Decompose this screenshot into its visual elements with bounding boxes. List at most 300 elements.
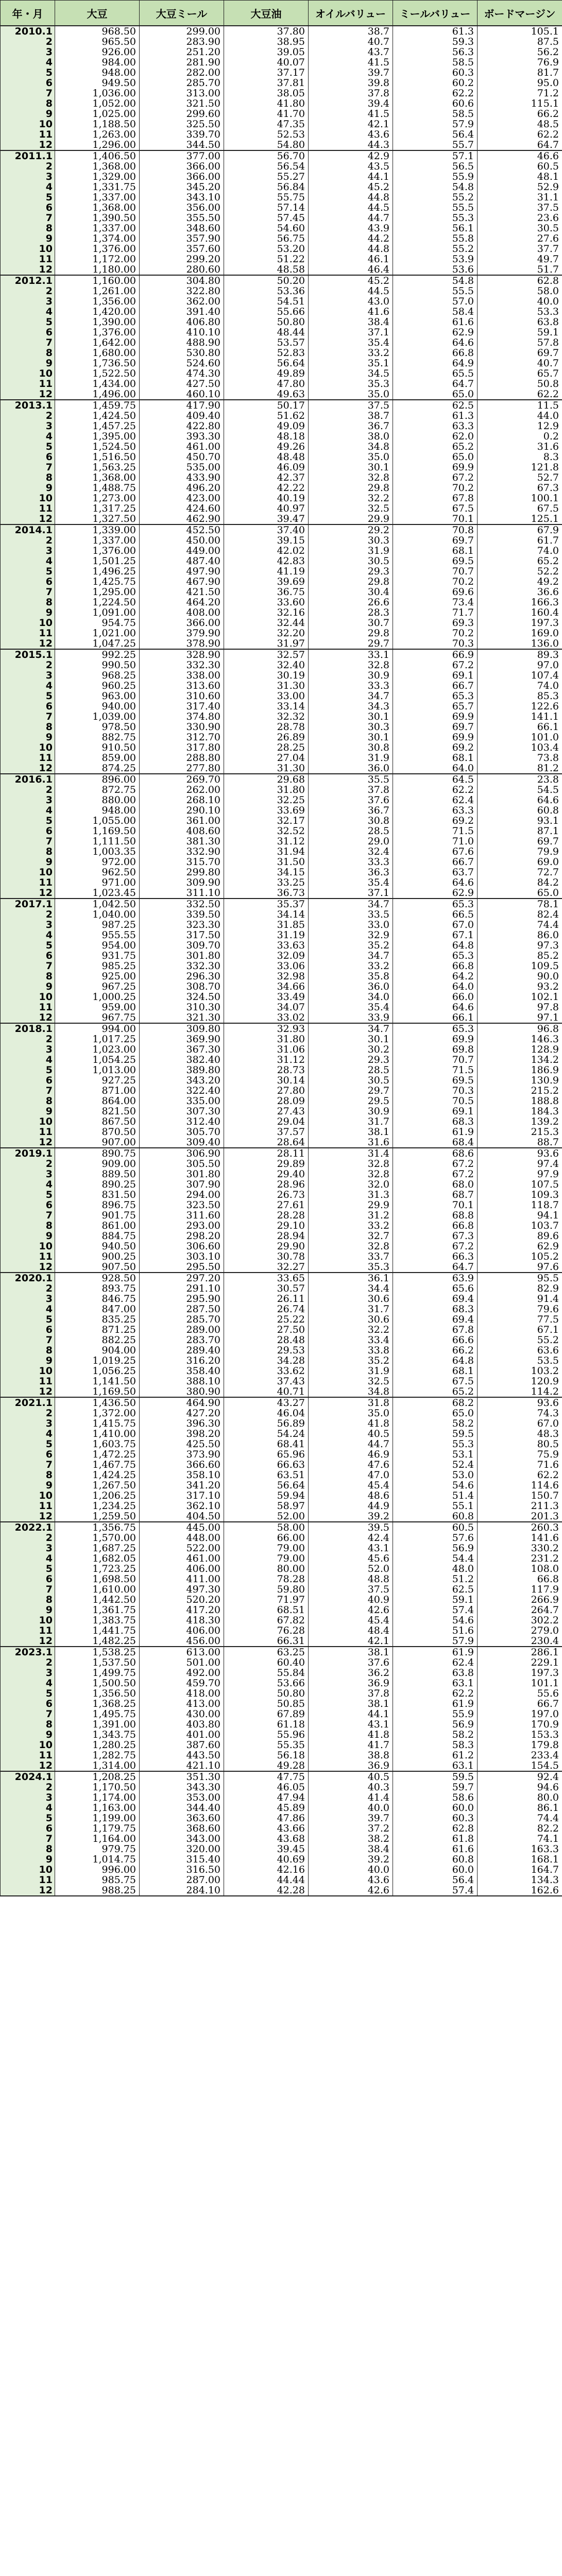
- soybean-meal-cell: 299.60: [140, 109, 224, 119]
- soybean-oil-cell: 36.73: [224, 888, 309, 899]
- board-margin-cell: 48.1: [478, 172, 562, 182]
- oil-value-cell: 34.7: [309, 1023, 393, 1034]
- soybean-meal-cell: 448.00: [140, 1533, 224, 1543]
- soybean-oil-cell: 58.00: [224, 1522, 309, 1533]
- table-row: [1, 140, 562, 150]
- soybean-meal-cell: 317.50: [140, 930, 224, 940]
- period-cell: 10: [1, 992, 55, 1002]
- period-cell: 3: [1, 670, 55, 681]
- soybean-cell: 1,111.50: [55, 836, 140, 846]
- period-cell: 5: [1, 940, 55, 951]
- soybean-meal-cell: 417.20: [140, 1605, 224, 1615]
- meal-value-cell: 69.4: [393, 1294, 478, 1304]
- table-row: [1, 1844, 562, 1854]
- soybean-cell: 1,390.50: [55, 213, 140, 223]
- meal-value-cell: 59.7: [393, 1782, 478, 1792]
- period-cell: 4: [1, 1429, 55, 1439]
- soybean-oil-cell: 33.69: [224, 805, 309, 816]
- oil-value-cell: 42.4: [309, 1533, 393, 1543]
- oil-value-cell: 48.8: [309, 1574, 393, 1584]
- soybean-oil-cell: 39.05: [224, 47, 309, 57]
- header-oil-value: オイルバリュー: [309, 1, 393, 26]
- oil-value-cell: 40.9: [309, 1595, 393, 1605]
- oil-value-cell: 40.0: [309, 1803, 393, 1813]
- table-row: [1, 867, 562, 877]
- meal-value-cell: 55.8: [393, 233, 478, 244]
- period-cell: 9: [1, 981, 55, 992]
- soybean-oil-cell: 47.80: [224, 379, 309, 389]
- oil-value-cell: 33.0: [309, 920, 393, 930]
- soybean-cell: 1,441.75: [55, 1625, 140, 1636]
- soybean-oil-cell: 56.70: [224, 150, 309, 161]
- oil-value-cell: 45.2: [309, 182, 393, 192]
- meal-value-cell: 55.7: [393, 140, 478, 150]
- board-margin-cell: 134.2: [478, 1055, 562, 1065]
- period-cell: 7: [1, 711, 55, 722]
- table-row: [1, 307, 562, 317]
- table-row: [1, 1283, 562, 1294]
- period-cell: 7: [1, 1584, 55, 1595]
- period-cell: 2: [1, 660, 55, 670]
- board-margin-cell: 153.3: [478, 1730, 562, 1740]
- board-margin-cell: 233.4: [478, 1750, 562, 1760]
- board-margin-cell: 66.1: [478, 722, 562, 732]
- meal-value-cell: 54.6: [393, 1480, 478, 1490]
- period-cell: 2015.1: [1, 649, 55, 660]
- soybean-oil-cell: 38.05: [224, 88, 309, 98]
- oil-value-cell: 36.7: [309, 805, 393, 816]
- meal-value-cell: 67.2: [393, 472, 478, 483]
- oil-value-cell: 35.8: [309, 971, 393, 981]
- soybean-cell: 890.25: [55, 1179, 140, 1190]
- soybean-meal-cell: 362.00: [140, 296, 224, 307]
- oil-value-cell: 43.7: [309, 47, 393, 57]
- oil-value-cell: 35.0: [309, 389, 393, 400]
- period-cell: 12: [1, 638, 55, 649]
- soybean-meal-cell: 404.50: [140, 1511, 224, 1522]
- oil-value-cell: 32.2: [309, 1325, 393, 1335]
- period-cell: 9: [1, 857, 55, 867]
- soybean-meal-cell: 467.90: [140, 577, 224, 587]
- soybean-cell: 1,296.00: [55, 140, 140, 150]
- meal-value-cell: 64.2: [393, 971, 478, 981]
- oil-value-cell: 44.2: [309, 233, 393, 244]
- soybean-oil-cell: 51.62: [224, 411, 309, 421]
- soybean-oil-cell: 52.83: [224, 348, 309, 358]
- soybean-cell: 1,337.00: [55, 192, 140, 202]
- table-row: [1, 1885, 562, 1896]
- soybean-meal-cell: 280.60: [140, 264, 224, 275]
- meal-value-cell: 66.9: [393, 649, 478, 660]
- oil-value-cell: 41.5: [309, 57, 393, 67]
- meal-value-cell: 66.5: [393, 909, 478, 920]
- period-cell: 3: [1, 421, 55, 431]
- meal-value-cell: 60.3: [393, 67, 478, 78]
- board-margin-cell: 91.4: [478, 1294, 562, 1304]
- soybean-meal-cell: 459.70: [140, 1678, 224, 1688]
- soybean-meal-cell: 325.50: [140, 119, 224, 129]
- period-cell: 4: [1, 1678, 55, 1688]
- period-cell: 10: [1, 368, 55, 379]
- table-row: [1, 722, 562, 732]
- soybean-oil-cell: 33.06: [224, 961, 309, 971]
- period-cell: 2023.1: [1, 1647, 55, 1657]
- period-cell: 2010.1: [1, 26, 55, 37]
- soybean-meal-cell: 330.90: [140, 722, 224, 732]
- soybean-oil-cell: 37.17: [224, 67, 309, 78]
- soybean-meal-cell: 357.60: [140, 244, 224, 254]
- meal-value-cell: 51.6: [393, 1625, 478, 1636]
- oil-value-cell: 32.5: [309, 1376, 393, 1386]
- oil-value-cell: 40.7: [309, 37, 393, 47]
- oil-value-cell: 38.2: [309, 1834, 393, 1844]
- soybean-oil-cell: 31.94: [224, 846, 309, 857]
- soybean-meal-cell: 613.00: [140, 1647, 224, 1657]
- oil-value-cell: 33.8: [309, 1345, 393, 1355]
- soybean-meal-cell: 367.30: [140, 1044, 224, 1055]
- soybean-meal-cell: 307.90: [140, 1179, 224, 1190]
- table-row: [1, 732, 562, 742]
- period-cell: 3: [1, 546, 55, 556]
- period-cell: 8: [1, 597, 55, 607]
- oil-value-cell: 38.0: [309, 431, 393, 442]
- soybean-cell: 1,420.00: [55, 307, 140, 317]
- soybean-meal-cell: 315.40: [140, 1854, 224, 1865]
- period-cell: 12: [1, 1012, 55, 1023]
- oil-value-cell: 33.1: [309, 649, 393, 660]
- meal-value-cell: 70.7: [393, 566, 478, 577]
- period-cell: 6: [1, 1823, 55, 1834]
- table-row: [1, 286, 562, 296]
- soybean-meal-cell: 368.60: [140, 1823, 224, 1834]
- soybean-cell: 893.75: [55, 1283, 140, 1294]
- soybean-meal-cell: 323.30: [140, 920, 224, 930]
- period-cell: 10: [1, 1116, 55, 1127]
- meal-value-cell: 65.3: [393, 1023, 478, 1034]
- soybean-meal-cell: 313.00: [140, 88, 224, 98]
- oil-value-cell: 33.3: [309, 857, 393, 867]
- meal-value-cell: 57.9: [393, 1636, 478, 1647]
- table-row: [1, 411, 562, 421]
- soybean-cell: 990.50: [55, 660, 140, 670]
- soybean-meal-cell: 401.00: [140, 1730, 224, 1740]
- period-cell: 11: [1, 1002, 55, 1012]
- soybean-meal-cell: 382.40: [140, 1055, 224, 1065]
- board-margin-cell: 107.4: [478, 670, 562, 681]
- oil-value-cell: 30.6: [309, 1294, 393, 1304]
- board-margin-cell: 164.7: [478, 1865, 562, 1875]
- soybean-oil-cell: 48.44: [224, 327, 309, 337]
- soybean-meal-cell: 388.10: [140, 1376, 224, 1386]
- soybean-oil-cell: 28.28: [224, 1210, 309, 1221]
- board-margin-cell: 97.9: [478, 1169, 562, 1179]
- soybean-oil-cell: 39.45: [224, 1844, 309, 1854]
- oil-value-cell: 33.3: [309, 681, 393, 691]
- board-margin-cell: 31.6: [478, 442, 562, 452]
- oil-value-cell: 37.2: [309, 1823, 393, 1834]
- period-cell: 8: [1, 1470, 55, 1480]
- board-margin-cell: 81.7: [478, 67, 562, 78]
- soybean-cell: 1,014.75: [55, 1854, 140, 1865]
- period-cell: 6: [1, 1449, 55, 1460]
- meal-value-cell: 68.7: [393, 1190, 478, 1200]
- meal-value-cell: 58.2: [393, 1418, 478, 1429]
- period-cell: 7: [1, 1335, 55, 1345]
- board-margin-cell: 82.9: [478, 1283, 562, 1294]
- meal-value-cell: 66.2: [393, 1345, 478, 1355]
- board-margin-cell: 23.6: [478, 213, 562, 223]
- period-cell: 9: [1, 233, 55, 244]
- table-row: [1, 1636, 562, 1647]
- soybean-meal-cell: 377.00: [140, 150, 224, 161]
- soybean-meal-cell: 309.70: [140, 940, 224, 951]
- soybean-meal-cell: 345.20: [140, 182, 224, 192]
- meal-value-cell: 68.8: [393, 1210, 478, 1221]
- board-margin-cell: 55.6: [478, 1688, 562, 1699]
- soybean-oil-cell: 33.49: [224, 992, 309, 1002]
- soybean-meal-cell: 320.00: [140, 1844, 224, 1854]
- soybean-oil-cell: 56.54: [224, 161, 309, 172]
- oil-value-cell: 31.3: [309, 1190, 393, 1200]
- meal-value-cell: 69.9: [393, 732, 478, 742]
- period-cell: 8: [1, 1221, 55, 1231]
- meal-value-cell: 67.8: [393, 493, 478, 503]
- meal-value-cell: 57.4: [393, 1605, 478, 1615]
- soybean-cell: 872.75: [55, 785, 140, 795]
- period-cell: 9: [1, 1854, 55, 1865]
- soybean-cell: 1,234.25: [55, 1501, 140, 1511]
- meal-value-cell: 70.8: [393, 524, 478, 535]
- soybean-cell: 889.50: [55, 1169, 140, 1179]
- soybean-meal-cell: 443.50: [140, 1750, 224, 1760]
- soybean-oil-cell: 26.11: [224, 1294, 309, 1304]
- soybean-meal-cell: 406.80: [140, 317, 224, 327]
- meal-value-cell: 68.0: [393, 1179, 478, 1190]
- table-row: [1, 1709, 562, 1719]
- soybean-oil-cell: 42.02: [224, 546, 309, 556]
- soybean-oil-cell: 67.89: [224, 1709, 309, 1719]
- board-margin-cell: 102.1: [478, 992, 562, 1002]
- meal-value-cell: 63.1: [393, 1678, 478, 1688]
- soybean-meal-cell: 284.10: [140, 1885, 224, 1896]
- period-cell: 11: [1, 628, 55, 638]
- table-row: [1, 223, 562, 233]
- soybean-meal-cell: 301.80: [140, 951, 224, 961]
- board-margin-cell: 78.1: [478, 899, 562, 909]
- table-row: [1, 774, 562, 785]
- table-row: [1, 57, 562, 67]
- period-cell: 2: [1, 1533, 55, 1543]
- soybean-meal-cell: 393.30: [140, 431, 224, 442]
- soybean-meal-cell: 450.70: [140, 452, 224, 462]
- board-margin-cell: 130.9: [478, 1075, 562, 1086]
- period-cell: 5: [1, 1813, 55, 1823]
- board-margin-cell: 87.5: [478, 37, 562, 47]
- soybean-oil-cell: 34.15: [224, 867, 309, 877]
- table-row: [1, 129, 562, 140]
- soybean-oil-cell: 47.35: [224, 119, 309, 129]
- table-body: [1, 26, 562, 1896]
- soybean-oil-cell: 27.04: [224, 753, 309, 763]
- board-margin-cell: 66.8: [478, 1574, 562, 1584]
- soybean-oil-cell: 29.89: [224, 1159, 309, 1169]
- soybean-meal-cell: 332.30: [140, 660, 224, 670]
- soybean-meal-cell: 317.10: [140, 1490, 224, 1501]
- header-period: 年・月: [1, 1, 55, 26]
- soybean-meal-cell: 309.80: [140, 1023, 224, 1034]
- oil-value-cell: 40.0: [309, 1865, 393, 1875]
- board-margin-cell: 36.6: [478, 587, 562, 597]
- board-margin-cell: 69.0: [478, 857, 562, 867]
- table-row: [1, 1355, 562, 1366]
- table-row: [1, 1386, 562, 1397]
- soybean-cell: 1,482.25: [55, 1636, 140, 1647]
- board-margin-cell: 109.3: [478, 1190, 562, 1200]
- period-cell: 6: [1, 1574, 55, 1584]
- table-row: [1, 472, 562, 483]
- period-cell: 11: [1, 1625, 55, 1636]
- period-cell: 9: [1, 109, 55, 119]
- soybean-cell: 1,023.45: [55, 888, 140, 899]
- meal-value-cell: 59.3: [393, 37, 478, 47]
- oil-value-cell: 31.7: [309, 1304, 393, 1314]
- soybean-cell: 1,376.00: [55, 546, 140, 556]
- soybean-oil-cell: 32.25: [224, 795, 309, 805]
- period-cell: 9: [1, 1231, 55, 1241]
- table-row: [1, 337, 562, 348]
- meal-value-cell: 68.2: [393, 1397, 478, 1408]
- oil-value-cell: 32.7: [309, 1231, 393, 1241]
- soybean-cell: 978.50: [55, 722, 140, 732]
- oil-value-cell: 43.5: [309, 161, 393, 172]
- soybean-cell: 1,042.50: [55, 899, 140, 909]
- table-row: [1, 1553, 562, 1564]
- board-margin-cell: 82.4: [478, 909, 562, 920]
- oil-value-cell: 45.4: [309, 1615, 393, 1625]
- oil-value-cell: 41.6: [309, 307, 393, 317]
- soybean-cell: 1,467.75: [55, 1460, 140, 1470]
- period-cell: 5: [1, 67, 55, 78]
- table-row: [1, 1460, 562, 1470]
- board-margin-cell: 0.2: [478, 431, 562, 442]
- table-row: [1, 1522, 562, 1533]
- board-margin-cell: 154.5: [478, 1760, 562, 1771]
- soybean-oil-cell: 32.16: [224, 607, 309, 618]
- table-row: [1, 67, 562, 78]
- meal-value-cell: 65.3: [393, 691, 478, 701]
- period-cell: 2014.1: [1, 524, 55, 535]
- soybean-cell: 871.25: [55, 1325, 140, 1335]
- soybean-cell: 1,164.00: [55, 1834, 140, 1844]
- table-row: [1, 1200, 562, 1210]
- board-margin-cell: 73.8: [478, 753, 562, 763]
- table-row: [1, 202, 562, 213]
- oil-value-cell: 43.1: [309, 1719, 393, 1730]
- oil-value-cell: 29.3: [309, 566, 393, 577]
- oil-value-cell: 29.8: [309, 483, 393, 493]
- meal-value-cell: 60.5: [393, 1522, 478, 1533]
- oil-value-cell: 38.7: [309, 411, 393, 421]
- soybean-meal-cell: 338.00: [140, 670, 224, 681]
- oil-value-cell: 29.0: [309, 836, 393, 846]
- table-row: [1, 1719, 562, 1730]
- period-cell: 11: [1, 379, 55, 389]
- soybean-oil-cell: 34.66: [224, 981, 309, 992]
- meal-value-cell: 65.2: [393, 442, 478, 452]
- period-cell: 10: [1, 618, 55, 628]
- soybean-cell: 925.00: [55, 971, 140, 981]
- soybean-meal-cell: 474.30: [140, 368, 224, 379]
- oil-value-cell: 34.8: [309, 1386, 393, 1397]
- period-cell: 12: [1, 1760, 55, 1771]
- oil-value-cell: 31.9: [309, 1366, 393, 1376]
- table-row: [1, 1584, 562, 1595]
- period-cell: 2017.1: [1, 899, 55, 909]
- oil-value-cell: 38.4: [309, 1844, 393, 1854]
- soybean-oil-cell: 66.00: [224, 1533, 309, 1543]
- table-row: [1, 493, 562, 503]
- soybean-meal-cell: 530.80: [140, 348, 224, 358]
- board-margin-cell: 74.1: [478, 1834, 562, 1844]
- period-cell: 5: [1, 1190, 55, 1200]
- oil-value-cell: 41.5: [309, 109, 393, 119]
- meal-value-cell: 67.2: [393, 660, 478, 670]
- soybean-cell: 1,374.00: [55, 233, 140, 244]
- period-cell: 6: [1, 826, 55, 836]
- oil-value-cell: 45.2: [309, 275, 393, 286]
- soybean-meal-cell: 381.30: [140, 836, 224, 846]
- soybean-oil-cell: 59.94: [224, 1490, 309, 1501]
- soybean-meal-cell: 535.00: [140, 462, 224, 472]
- period-cell: 7: [1, 337, 55, 348]
- soybean-oil-cell: 50.20: [224, 275, 309, 286]
- period-cell: 10: [1, 493, 55, 503]
- soybean-cell: 987.25: [55, 920, 140, 930]
- soybean-meal-cell: 289.00: [140, 1325, 224, 1335]
- table-row: [1, 379, 562, 389]
- period-cell: 10: [1, 1615, 55, 1625]
- period-cell: 8: [1, 846, 55, 857]
- oil-value-cell: 34.5: [309, 368, 393, 379]
- meal-value-cell: 62.8: [393, 1823, 478, 1834]
- soybean-cell: 1,424.25: [55, 1470, 140, 1480]
- period-cell: 11: [1, 254, 55, 264]
- table-row: [1, 1345, 562, 1355]
- table-row: [1, 816, 562, 826]
- table-row: [1, 1543, 562, 1553]
- table-row: [1, 587, 562, 597]
- board-margin-cell: 97.8: [478, 1002, 562, 1012]
- meal-value-cell: 64.8: [393, 940, 478, 951]
- soybean-cell: 954.75: [55, 618, 140, 628]
- soybean-oil-cell: 55.35: [224, 1740, 309, 1750]
- soybean-meal-cell: 299.00: [140, 26, 224, 37]
- soybean-oil-cell: 32.40: [224, 660, 309, 670]
- board-margin-cell: 168.1: [478, 1854, 562, 1865]
- soybean-meal-cell: 289.40: [140, 1345, 224, 1355]
- meal-value-cell: 60.8: [393, 1511, 478, 1522]
- oil-value-cell: 39.2: [309, 1511, 393, 1522]
- soybean-meal-cell: 452.50: [140, 524, 224, 535]
- meal-value-cell: 58.5: [393, 109, 478, 119]
- board-margin-cell: 61.7: [478, 535, 562, 546]
- oil-value-cell: 44.3: [309, 140, 393, 150]
- soybean-cell: 1,425.75: [55, 577, 140, 587]
- meal-value-cell: 68.3: [393, 1304, 478, 1314]
- soybean-meal-cell: 321.30: [140, 1012, 224, 1023]
- meal-value-cell: 62.0: [393, 431, 478, 442]
- board-margin-cell: 215.2: [478, 1086, 562, 1096]
